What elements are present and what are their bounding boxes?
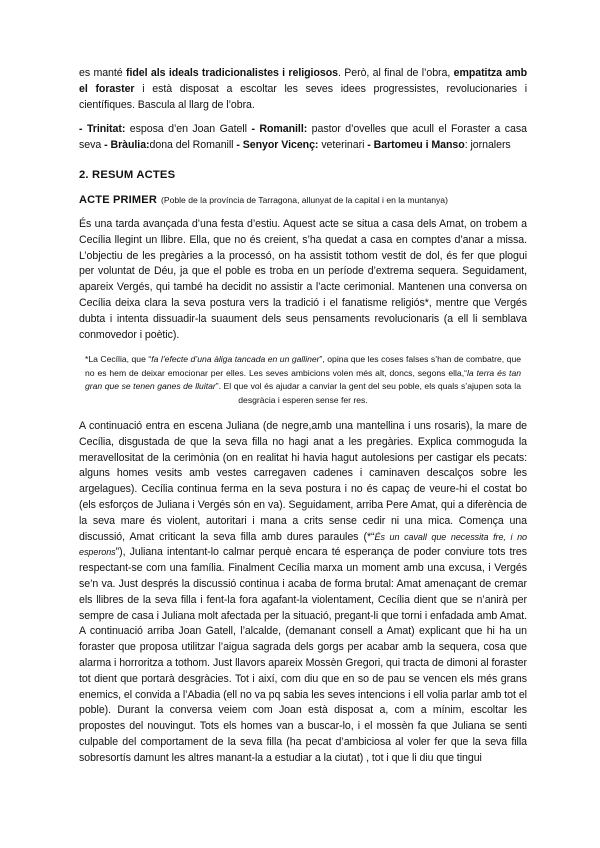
- act1-paragraph-2: A continuació entra en escena Juliana (de negre,amb una mantellina i uns rosaris), la mare de Cecília, disgustada de que la seva filla no hagi anat a les pregàries. Explica commoguda la meravellositat de la cerimònia (on en realitat hi havia hagut autolesions per castigar els pecats: alguns homes vesits amb vestes carregaven cadenes i caminaven descalços sobre les argelagues). Cecília continua ferma en la seva postura i no és capaç de veure-hi el costat bo (els esforços de Juliana i Vergés són en va). Seguidament, arriba Pere Amat, qui a diferència de la seva mare és violent, autoritari i mana a crits sense cedir ni una mica. Comença una discussió, Amat criticant la seva filla amb dures paraules (*“És un cavall que necessita fre, i no esperons”), Juliana intentant-lo calmar perquè encara té esperança de poder conviure tots tres respectant-se com una família. Finalment Cecília marxa un moment amb una excusa, i Vergés se’n va. Just després la discussió continua i acaba de forma brutal: Amat amenaçant de cremar els llibres de la seva filla i fent-la fora agafant-la violentament, Cecília dient que se n’anirà per sempre de casa i Juliana molt afectada per la situació, pregant-li que torni i enfadada amb Amat. A continuació arriba Joan Gatell, l’alcalde, (demanant consell a Amat) explicant que hi ha un foraster que proposa utilitzar l’aigua sagrada dels gorgs per acabar amb la sequera, cosa que alarma i horroritza a tothom. Just llavors apareix Mossèn Gregori, qui tracta de dimoni al foraster tot dient que portarà desgràcies. Tot i així, com diu que en so de pau se vencen els més grans enemics, el convida a l’Abadia (ell no va pq sabia les seves intencions i ell volia parlar amb tot el poble). Durant la conversa veiem com Joan està disposat a, com a mínim, escoltar les propostes del nouvingut. Tots els homes van a buscar-lo, i el mossèn fa que Juliana se senti culpable del comportament de la seva filla (ha pecat d’ambiciosa al voler fer que la seva filla sobresortís damunt les altres manant-la a estudiar a la ciutat) , tot i que li diu que tingui: [79, 419, 527, 764]
- act1-paragraph-1: És una tarda avançada d’una festa d’estiu. Aquest acte se situa a casa dels Amat, on trobem a Cecília llegint un llibre. Ella, que no és creient, s’ha quedat a casa en comptes d’anar a missa. L’objectiu de les pregàries a la processó, on ha assistit tothom vestit de dol, és fer que plogui per voluntat de Déu, ja que el poble es troba en un període d’extrema sequera. Seguidament, apareix Vergés, qui també ha decidit no assistir a l’acte cerimonial. Mantenen una conversa on Cecília deixa clara la seva postura vers la tradició i el fanatisme religiós*, mentre que Vergés dubta i intenta dissuadir-la suaument dels seus pensaments revolucionaris (a ell li semblava conmovedor i poètic).: [79, 217, 527, 341]
- document-page: [79, 66, 527, 767]
- intro-bold-1: fidel als ideals tradicionalistes i religiosos: [126, 67, 338, 79]
- character-name: Bràulia:: [110, 139, 150, 152]
- character-name: Senyor Vicenç:: [242, 139, 319, 152]
- character-name: Trinitat:: [86, 123, 126, 136]
- act-subtitle: (Poble de la província de Tarragona, allunyat de la capital i en la muntanya): [160, 194, 448, 205]
- section-heading: 2. RESUM ACTES: [79, 168, 176, 181]
- character-name: Bartomeu i Manso: [373, 139, 465, 152]
- quote-italic: És un cavall que necessita fre, i no esperons: [79, 531, 527, 558]
- characters-paragraph: - Trinitat: esposa d’en Joan Gatell - Romanill: pastor d’ovelles que acull el Foraster a casa seva - Bràulia:dona del Romanill - Senyor Vicenç: veterinari - Bartomeu i Manso: jornalers: [79, 123, 527, 152]
- character-name: Romanill:: [259, 123, 308, 136]
- intro-paragraph: es manté fidel als ideals tradicionalistes i religiosos. Però, al final de l’obra, empatitza amb el foraster i està disposat a escoltar les seves idees progressistes, revolucionaries i científiques. Bascula al llarg de l’obra.: [79, 67, 528, 111]
- intro-bold-2: empatitza amb el foraster: [79, 67, 528, 95]
- act-heading: [79, 193, 527, 208]
- footnote-block: *La Cecília, que “fa l’efecte d’una àliga tancada en un galliner”, opina que les coses falses s’han de combatre, que no es hem de deixar emocionar per elles. Les seves ambicions volen més alt, doncs, segons ella,“la terra és tan gran que se tenen ganes de lluitar”. El que vol és ajudar a canviar la gent del seu poble, els quals s’ajupen sota la desgràcia i esperen sense fer res.: [85, 354, 522, 405]
- act-title: ACTE PRIMER: [79, 193, 157, 206]
